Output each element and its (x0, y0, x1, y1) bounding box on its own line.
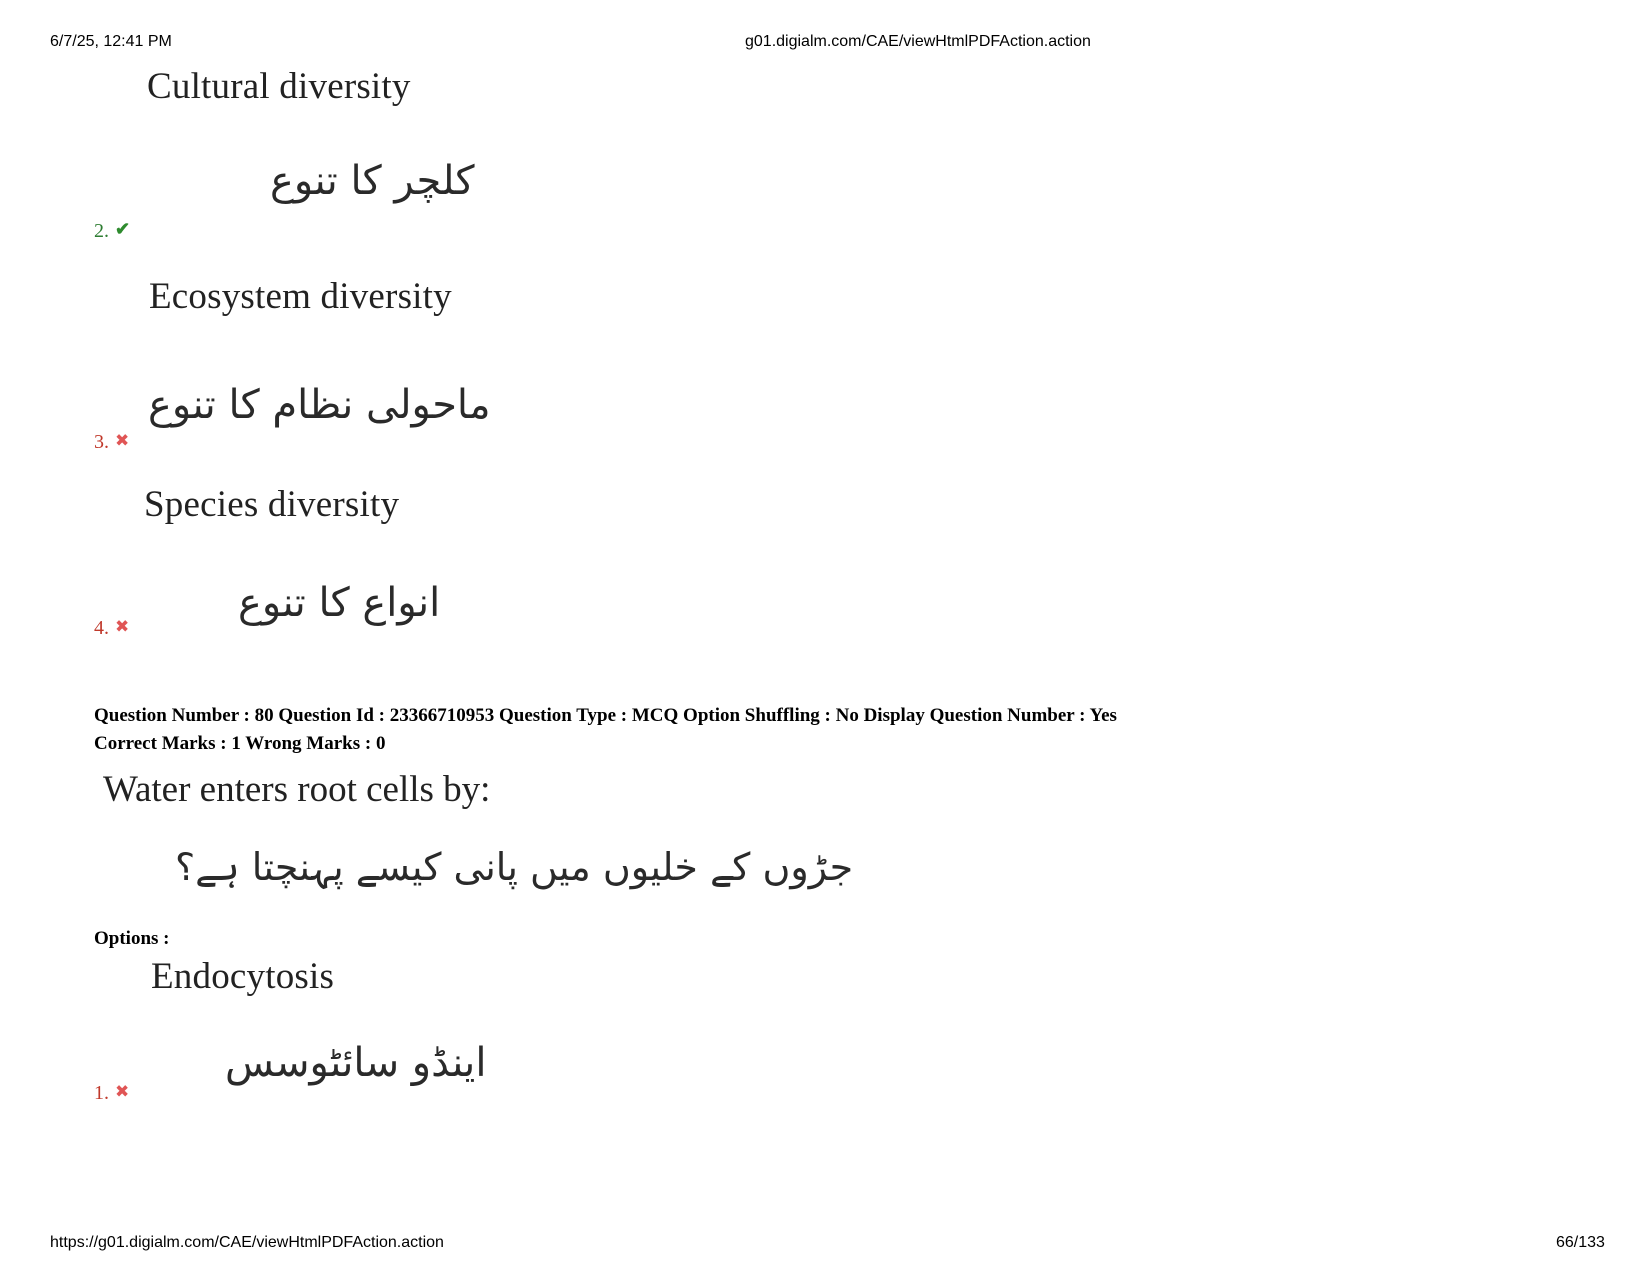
question-urdu-text: جڑوں کے خلیوں میں پانی کیسے پہنچتا ہے؟ (175, 845, 854, 889)
option-label: Endocytosis (151, 956, 335, 997)
option-number: 2. (94, 220, 109, 242)
print-datetime: 6/7/25, 12:41 PM (50, 33, 172, 50)
option-label: Species diversity (144, 484, 400, 525)
option-number: 3. (94, 431, 109, 453)
option-urdu-text: اینڈو سائٹوسس (225, 1040, 487, 1086)
question-meta-line-2: Correct Marks : 1 Wrong Marks : 0 (94, 733, 386, 754)
option-urdu-text: ماحولی نظام کا تنوع (148, 382, 491, 428)
print-header-url: g01.digialm.com/CAE/viewHtmlPDFAction.action (745, 33, 1091, 50)
question-meta-line-1: Question Number : 80 Question Id : 23366710953 Question Type : MCQ Option Shuffling : No Display Question Number : Yes (94, 705, 1117, 726)
option-label: Ecosystem diversity (149, 276, 452, 317)
options-label: Options : (94, 928, 170, 949)
option-urdu-text: کلچر کا تنوع (270, 158, 475, 204)
option-urdu-text: انواع کا تنوع (238, 580, 441, 626)
option-number-3 (94, 431, 129, 454)
wrong-cross-icon: ✖ (115, 431, 130, 450)
option-label: Cultural diversity (147, 66, 411, 107)
option-number-2 (94, 219, 130, 243)
option-number-4 (94, 617, 129, 640)
question-text: Water enters root cells by: (103, 769, 491, 810)
wrong-cross-icon: ✖ (115, 617, 130, 636)
print-footer-url: https://g01.digialm.com/CAE/viewHtmlPDFAction.action (50, 1234, 444, 1251)
option-number: 4. (94, 617, 109, 639)
wrong-cross-icon: ✖ (115, 1082, 130, 1101)
correct-check-icon: ✔ (115, 219, 131, 239)
option-number-1 (94, 1082, 129, 1105)
option-number: 1. (94, 1082, 109, 1104)
page-number: 66/133 (1556, 1234, 1605, 1251)
